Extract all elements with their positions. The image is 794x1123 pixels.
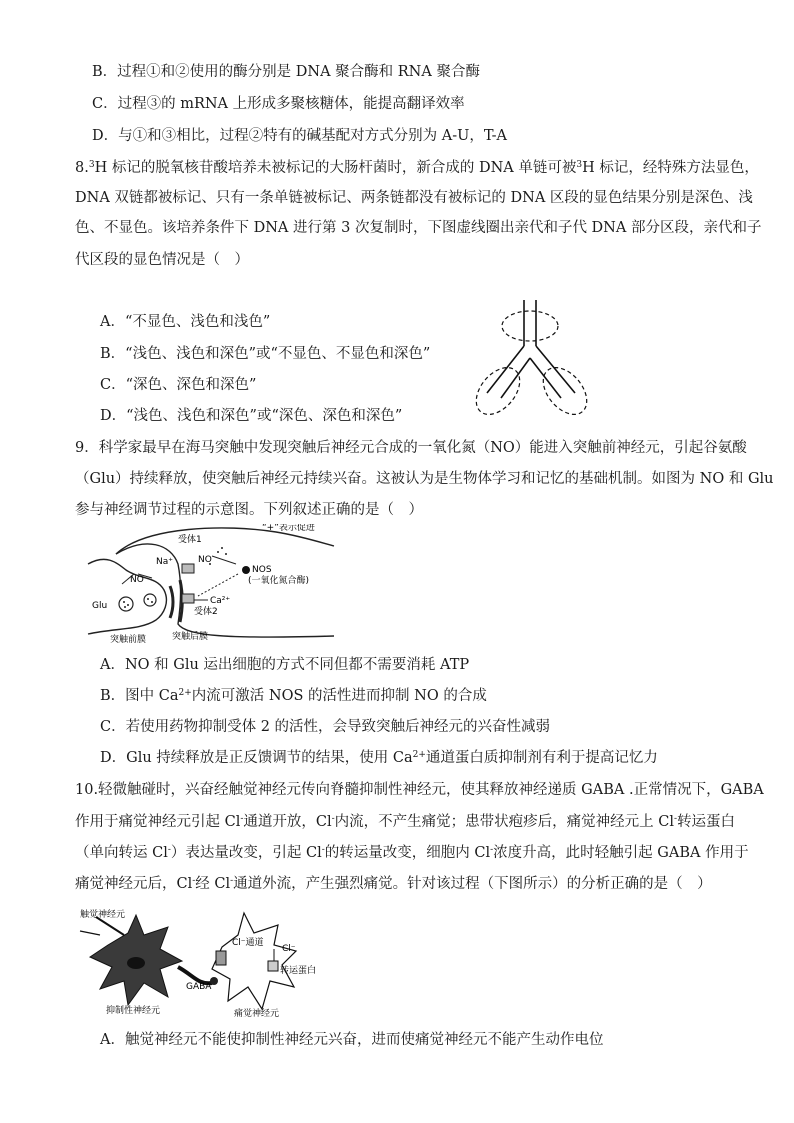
right-daughter-dashed-circle — [535, 359, 596, 422]
q10-stem-line4: 痛觉神经元后，Cl-经 Cl-通道外流，产生强烈痛觉。针对该过程（下图所示）的分析正确的是（ ） — [75, 876, 712, 892]
q8-stem-line3: 色、不显色。该培养条件下 DNA 进行第 3 次复制时，下图虚线圈出亲代和子代 DNA 部分区段，亲代和子 — [75, 220, 762, 236]
q9-stem-line2: （Glu）持续释放，使突触后神经元持续兴奋。这被认为是生物体学习和记忆的基础机制。如图为 NO 和 Glu — [75, 471, 774, 487]
q7-option-c: C．过程③的 mRNA 上形成多聚核糖体，能提高翻译效率 — [92, 96, 465, 112]
q9-option-b: B．图中 $Ca^{2+}$内流可激活 NOS 的活性进而抑制 NO 的合成 — [100, 688, 487, 704]
legend-label: “+”表示促进 — [262, 524, 315, 533]
q8-option-d: D．“浅色、浅色和深色”或“深色、深色和深色” — [100, 408, 403, 424]
neuron-pain-pathway-diagram — [78, 905, 333, 1017]
q10-stem-line2: 作用于痛觉神经元引起 Cl-通道开放，Cl-内流，不产生痛觉；患带状疱疹后，痛觉神经元上 Cl-转运蛋白 — [75, 814, 736, 830]
q9-stem-line3: 参与神经调节过程的示意图。下列叙述正确的是（ ） — [75, 502, 423, 518]
receptor1-label: 受体1 — [178, 535, 202, 545]
q8-stem-line1: 8.$^3$H 标记的脱氧核苷酸培养未被标记的大肠杆菌时，新合成的 DNA 单链可被$^3$H 标记，经特殊方法显色， — [75, 160, 759, 176]
q9-option-d: D．Glu 持续释放是正反馈调节的结果，使用 $Ca^{2+}$通道蛋白质抑制剂有利于提高记忆力 — [100, 750, 658, 766]
left-daughter-dashed-circle — [468, 359, 529, 422]
q9-option-c: C．若使用药物抑制受体 2 的活性，会导致突触后神经元的兴奋性减弱 — [100, 719, 551, 735]
glu-label: Glu — [92, 601, 108, 611]
inhibitory-neuron-label: 抑制性神经元 — [106, 1006, 161, 1016]
nos-desc-label: (一氧化氮合酶) — [248, 576, 310, 586]
synapse-no-glu-diagram — [86, 524, 336, 646]
transporter-label: 转运蛋白 — [280, 966, 317, 976]
touch-neuron-label: 触觉神经元 — [80, 910, 126, 920]
q8-stem-line4: 代区段的显色情况是（ ） — [75, 252, 249, 268]
q8-option-c: C．“深色、深色和深色” — [100, 377, 257, 393]
cl-channel-label: Cl⁻通道 — [232, 938, 264, 948]
q10-stem-line1: 10.轻微触碰时，兴奋经触觉神经元传向脊髓抑制性神经元，使其释放神经递质 GABA .正常情况下，GABA — [75, 782, 764, 798]
cl-label: Cl⁻ — [282, 944, 296, 954]
q8-option-b: B．“浅色、浅色和深色”或“不显色、不显色和深色” — [100, 346, 431, 362]
q9-option-a: A．NO 和 Glu 运出细胞的方式不同但都不需要消耗 ATP — [100, 657, 470, 673]
no-top-label: NO — [198, 555, 212, 565]
gaba-label: GABA — [186, 982, 212, 992]
nos-label: NOS — [252, 565, 272, 575]
pre-membrane-label: 突触前膜 — [110, 635, 147, 645]
q10-stem-line3: （单向转运 Cl-）表达量改变，引起 Cl-的转运量改变，细胞内 Cl-浓度升高，此时轻触引起 GABA 作用于 — [75, 845, 749, 861]
q8-option-a: A．“不显色、浅色和浅色” — [100, 314, 271, 330]
post-membrane-label: 突触后膜 — [172, 632, 209, 642]
na-label: Na⁺ — [156, 557, 173, 567]
receptor2-label: 受体2 — [194, 607, 218, 617]
q10-option-a: A．触觉神经元不能使抑制性神经元兴奋，进而使痛觉神经元不能产生动作电位 — [100, 1032, 604, 1048]
dna-replication-diagram — [465, 298, 600, 423]
parent-dashed-circle — [502, 311, 558, 341]
no-left-label: NO — [130, 575, 144, 585]
ca-label: Ca²⁺ — [210, 596, 231, 606]
q7-option-b: B．过程①和②使用的酶分别是 DNA 聚合酶和 RNA 聚合酶 — [92, 64, 480, 80]
q9-stem-line1: 9．科学家最早在海马突触中发现突触后神经元合成的一氧化氮（NO）能进入突触前神经元，引起谷氨酸 — [75, 440, 747, 456]
q7-option-d: D．与①和③相比，过程②特有的碱基配对方式分别为 A-U，T-A — [92, 128, 507, 144]
pain-neuron-label: 痛觉神经元 — [234, 1009, 280, 1017]
q8-stem-line2: DNA 双链都被标记、只有一条单链被标记、两条链都没有被标记的 DNA 区段的显色结果分别是深色、浅 — [75, 190, 753, 206]
